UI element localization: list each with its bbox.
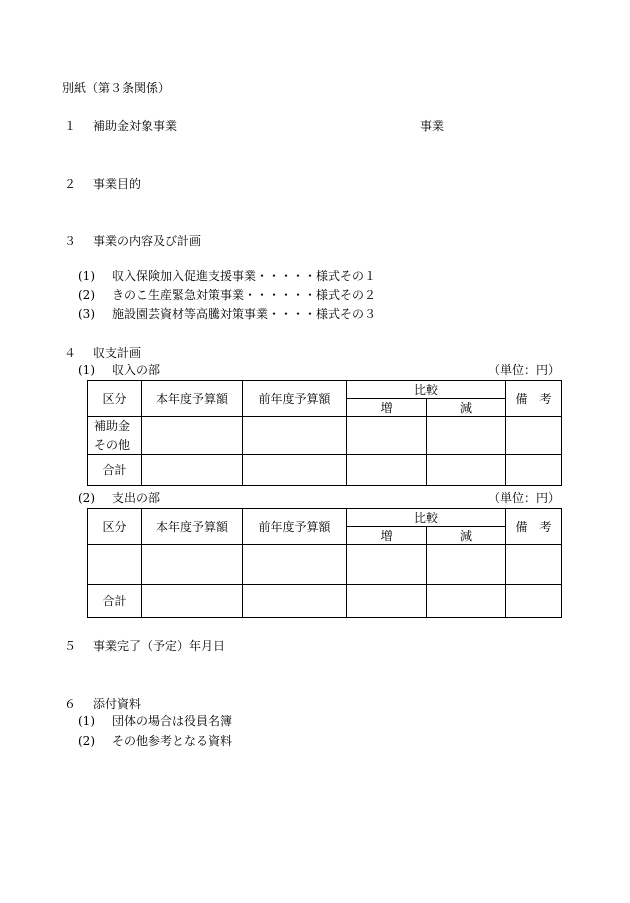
expense-cell-previous[interactable] [243,545,347,585]
expense-row [88,545,562,585]
section-2-number: ２ [64,177,77,191]
income-table [87,380,562,486]
income-total-current[interactable] [142,455,243,486]
section-3-number: ３ [64,234,77,248]
plan-item-2-text: きのこ生産緊急対策事業・・・・・・様式その２ [112,288,377,302]
income-total-row [88,455,562,486]
expense-unit: （単位：円） [488,491,561,505]
expense-cell-category[interactable] [88,545,142,585]
expense-total-previous[interactable] [243,585,347,618]
expense-cell-remarks[interactable] [506,545,562,585]
expense-cell-decrease[interactable] [427,545,506,585]
expense-header-previous: 前年度予算額 [243,509,347,545]
income-header-decrease: 減 [427,399,506,417]
income-header-compare: 比較 [347,381,506,399]
plan-item-1-text: 収入保険加入促進支援事業・・・・・様式その１ [112,269,377,283]
expense-cell-current[interactable] [142,545,243,585]
expense-header-increase: 増 [347,527,427,545]
section-5-number: ５ [64,639,77,653]
section-2-title: 事業目的 [93,177,142,191]
income-header-increase: 増 [347,399,427,417]
income-cell-current[interactable] [142,417,243,455]
income-row [88,417,562,455]
expense-total-label: 合計 [88,585,142,618]
expense-total-row [88,585,562,618]
income-cell-decrease[interactable] [427,417,506,455]
income-header-category: 区分 [88,381,142,417]
income-total-increase[interactable] [347,455,427,486]
expense-total-decrease[interactable] [427,585,506,618]
expense-cell-increase[interactable] [347,545,427,585]
attachment-label: 別紙（第３条関係） [62,81,171,95]
section-1-suffix: 事業 [420,119,445,133]
income-unit: （単位：円） [488,363,561,377]
income-total-label: 合計 [88,455,142,486]
income-cell-remarks[interactable] [506,417,562,455]
plan-item-2-number: (2) [78,288,95,302]
section-1-title: 補助金対象事業 [93,119,178,133]
expense-total-remarks[interactable] [506,585,562,618]
section-6-number: ６ [64,697,77,711]
expense-table [87,508,562,618]
income-cell-previous[interactable] [243,417,347,455]
income-total-previous[interactable] [243,455,347,486]
expense-header-remarks: 備 考 [506,509,562,545]
section-4-title: 収支計画 [93,346,142,360]
section-5-title: 事業完了（予定）年月日 [93,639,226,653]
income-row-label [88,417,142,455]
income-title: 収入の部 [112,363,161,377]
expense-header-compare: 比較 [347,509,506,527]
plan-item-1-number: (1) [78,269,95,283]
expense-title: 支出の部 [112,491,161,505]
attachment-item-1-text: 団体の場合は役員名簿 [112,714,233,728]
income-label-subsidy: 補助金 [94,419,131,433]
income-number: (1) [78,363,95,377]
expense-header-category: 区分 [88,509,142,545]
attachment-item-2-text: その他参考となる資料 [112,734,233,748]
section-1-number: １ [64,119,77,133]
section-6-title: 添付資料 [93,697,142,711]
plan-item-3-number: (3) [78,307,95,321]
attachment-item-2-number: (2) [78,734,95,748]
income-total-decrease[interactable] [427,455,506,486]
income-label-other: その他 [94,438,131,452]
income-total-remarks[interactable] [506,455,562,486]
section-3-title: 事業の内容及び計画 [93,234,202,248]
attachment-item-1-number: (1) [78,714,95,728]
plan-item-3-text: 施設園芸資材等高騰対策事業・・・・様式その３ [112,307,377,321]
expense-number: (2) [78,491,95,505]
income-header-remarks: 備 考 [506,381,562,417]
expense-total-increase[interactable] [347,585,427,618]
income-header-current: 本年度予算額 [142,381,243,417]
section-4-number: ４ [64,346,77,360]
income-header-previous: 前年度予算額 [243,381,347,417]
expense-header-decrease: 減 [427,527,506,545]
expense-header-current: 本年度予算額 [142,509,243,545]
income-cell-increase[interactable] [347,417,427,455]
expense-total-current[interactable] [142,585,243,618]
